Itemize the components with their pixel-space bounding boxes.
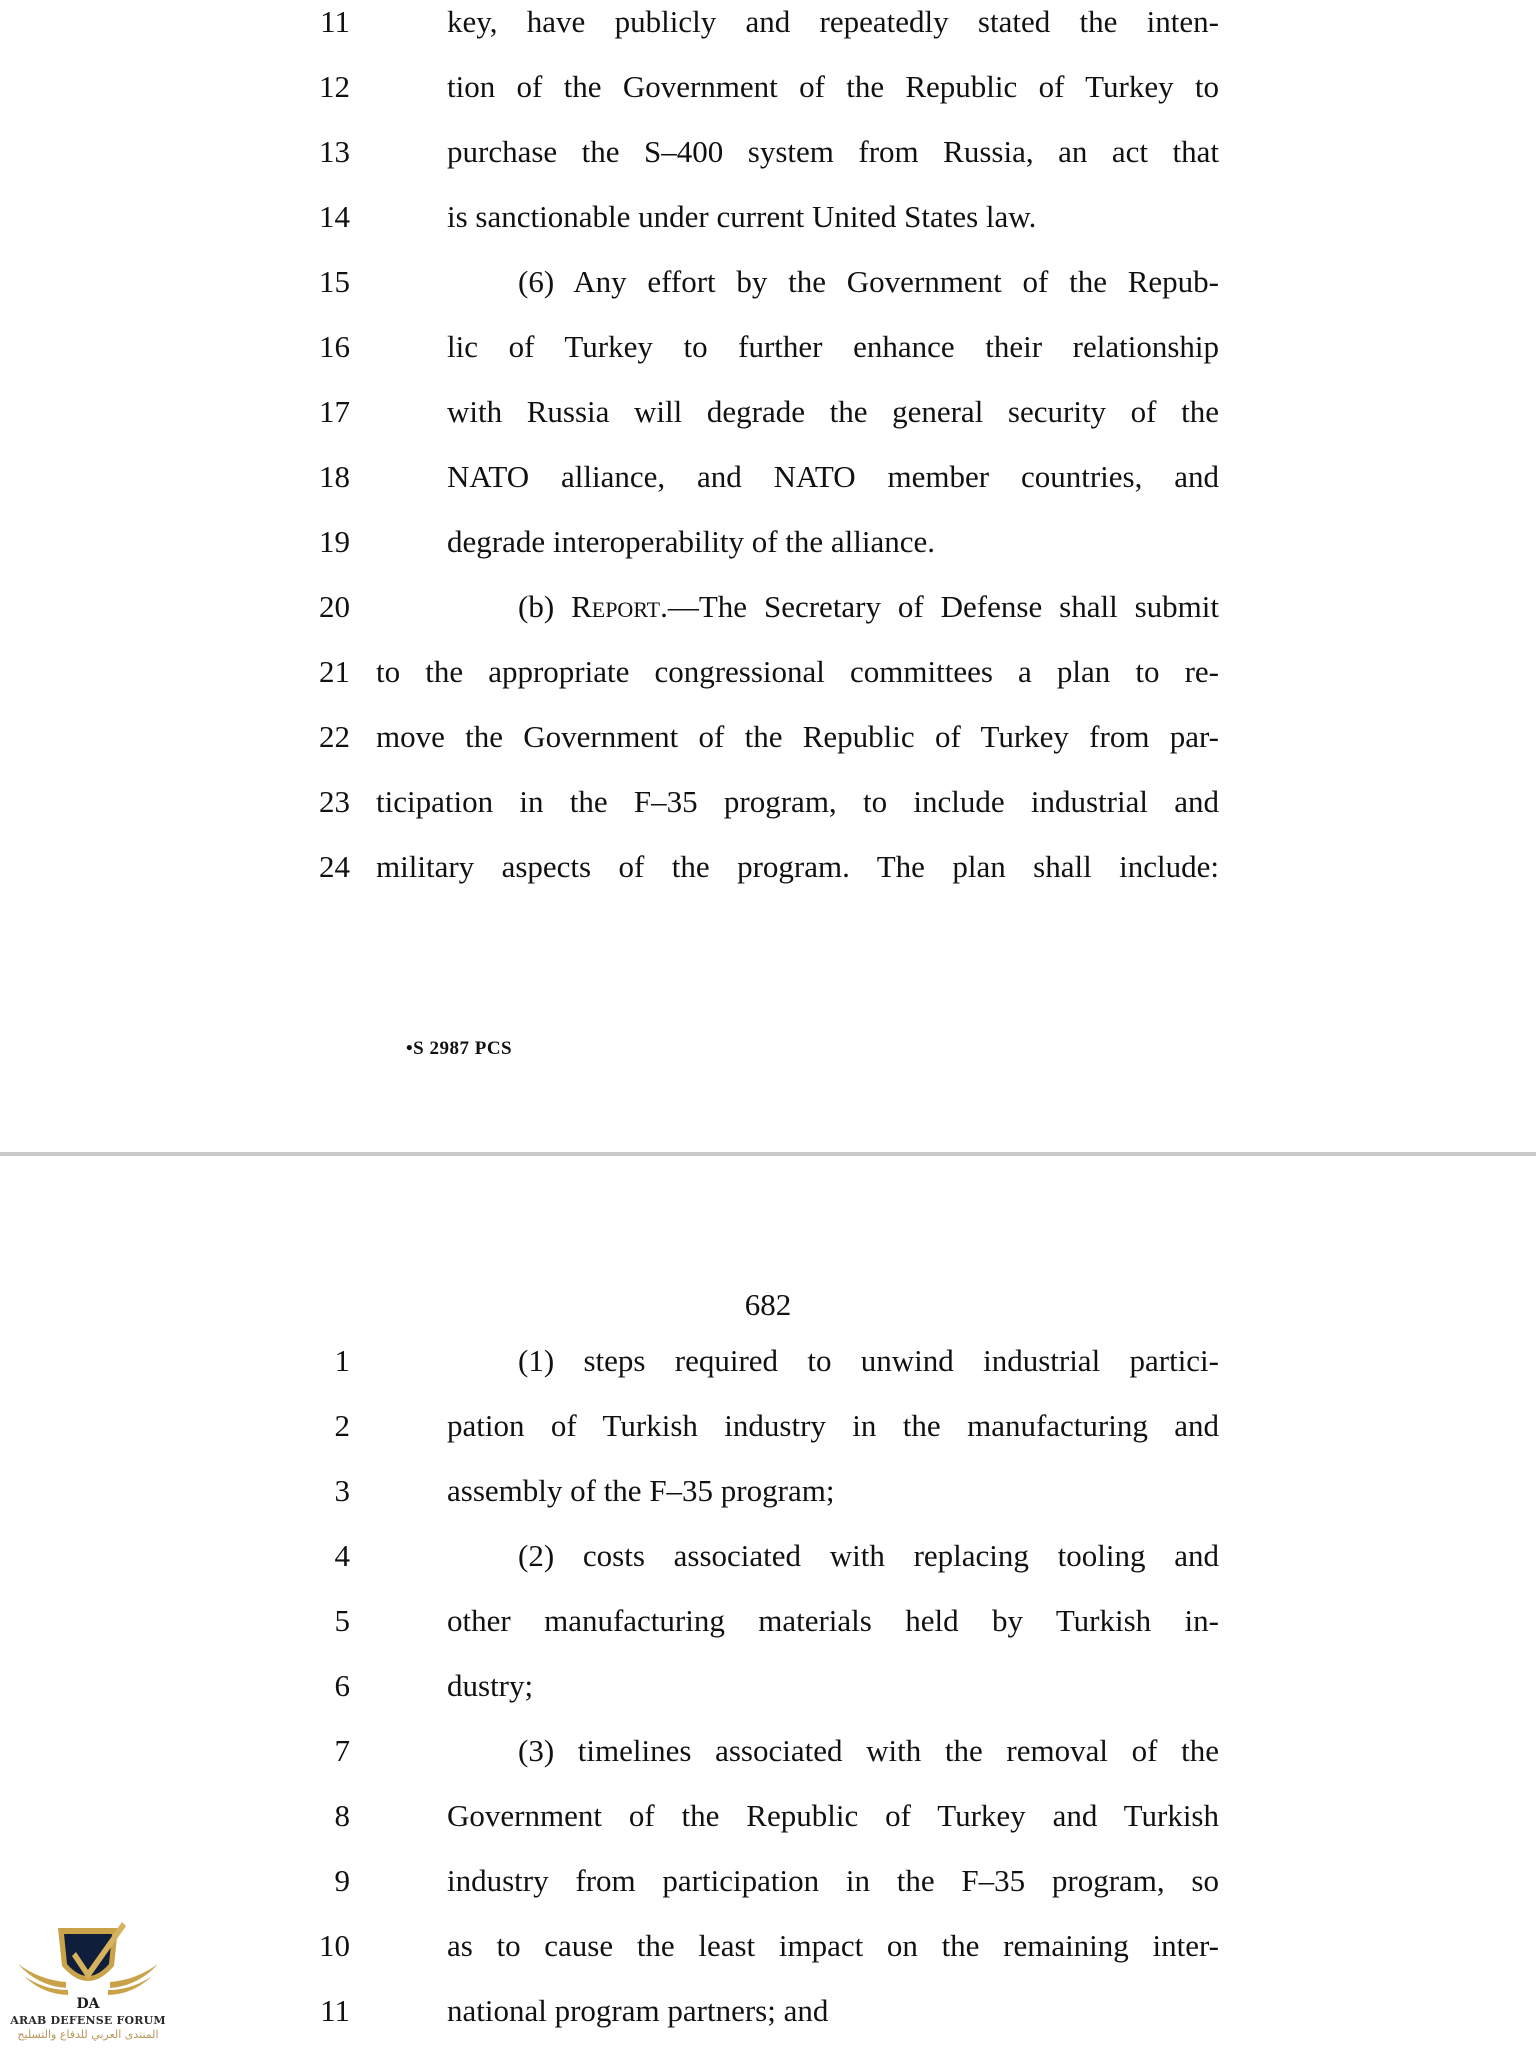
text-line [0,1463,1536,1519]
text-line [0,1983,1536,2039]
logo-arabic-name: المنتدى العربي للدفاع والتسليح [17,2028,159,2041]
line-number: 1 [334,1343,350,1378]
line-text: (3) timelines associated with the removal of the [518,1733,1219,1768]
line-text: Government of the Republic of Turkey and Turkish [447,1798,1219,1833]
line-text: other manufacturing materials held by Turkish in- [447,1603,1219,1638]
text-line [0,1398,1536,1454]
arab-defense-forum-logo [10,1918,166,2044]
text-line [0,839,1536,895]
line-text: to the appropriate congressional committees a plan to re- [376,654,1219,689]
text-line [0,1658,1536,1714]
line-number: 11 [320,4,350,39]
line-text: military aspects of the program. The plan shall include: [376,849,1219,884]
line-number: 3 [334,1473,350,1508]
line-number: 12 [319,69,350,104]
text-line [0,0,1536,50]
line-text: dustry; [447,1668,534,1703]
document-page-bottom [0,1156,1536,2048]
line-text: key, have publicly and repeatedly stated the inten- [447,4,1219,39]
line-number: 7 [334,1733,350,1768]
line-number: 8 [334,1798,350,1833]
bill-footer: •S 2987 PCS [406,1038,513,1059]
line-number: 17 [319,394,350,429]
line-text: (1) steps required to unwind industrial partici- [518,1343,1219,1378]
line-number: 22 [319,719,350,754]
text-line [0,189,1536,245]
line-number: 23 [319,784,350,819]
text-line [0,579,1536,635]
line-text: industry from participation in the F–35 program, so [447,1863,1219,1898]
text-line [0,319,1536,375]
logo-name: ARAB DEFENSE FORUM [10,2014,166,2027]
line-text: NATO alliance, and NATO member countries, and [447,459,1219,494]
svg-text:DA: DA [76,1996,100,2012]
line-number: 24 [319,849,350,884]
line-number: 15 [319,264,350,299]
line-text: with Russia will degrade the general security of the [447,394,1219,429]
line-number: 6 [334,1668,350,1703]
page-number: 682 [744,1287,792,1322]
text-line [0,1593,1536,1649]
line-text: purchase the S–400 system from Russia, an act that [447,134,1219,169]
line-number: 14 [319,199,350,234]
text-line [0,1528,1536,1584]
text-line [0,1853,1536,1909]
text-line [0,1723,1536,1779]
line-number: 11 [320,1993,350,2028]
line-text: assembly of the F–35 program; [447,1473,835,1508]
line-text: (b) Report.—The Secretary of Defense shall submit [518,589,1220,624]
line-text: (6) Any effort by the Government of the Repub- [518,264,1219,299]
line-text: degrade interoperability of the alliance. [447,524,936,559]
line-text: as to cause the least impact on the remaining inter- [447,1928,1219,1963]
line-number: 10 [319,1928,350,1963]
line-text: ticipation in the F–35 program, to include industrial and [376,784,1219,819]
line-number: 16 [319,329,350,364]
text-line [0,1333,1536,1389]
line-number: 20 [319,589,350,624]
line-number: 5 [334,1603,350,1638]
line-text: lic of Turkey to further enhance their relationship [447,329,1219,364]
text-line [0,384,1536,440]
text-line [0,709,1536,765]
line-number: 2 [334,1408,350,1443]
line-number: 18 [319,459,350,494]
line-number: 21 [319,654,350,689]
text-line [0,1918,1536,1974]
line-text: tion of the Government of the Republic of Turkey to [447,69,1219,104]
line-number: 4 [334,1538,350,1573]
line-text: (2) costs associated with replacing tooling and [518,1538,1219,1573]
shield-icon [10,1918,166,2018]
line-number: 13 [319,134,350,169]
text-line [0,644,1536,700]
line-number: 9 [334,1863,350,1898]
line-text: is sanctionable under current United States law. [447,199,1037,234]
text-line [0,59,1536,115]
text-line [0,124,1536,180]
section-heading: Report [571,589,661,624]
line-number: 19 [319,524,350,559]
text-line [0,774,1536,830]
text-line [0,449,1536,505]
text-line [0,254,1536,310]
line-text: move the Government of the Republic of Turkey from par- [376,719,1219,754]
text-line [0,1788,1536,1844]
text-line [0,514,1536,570]
line-text: national program partners; and [447,1993,829,2028]
line-text: pation of Turkish industry in the manufacturing and [447,1408,1219,1443]
